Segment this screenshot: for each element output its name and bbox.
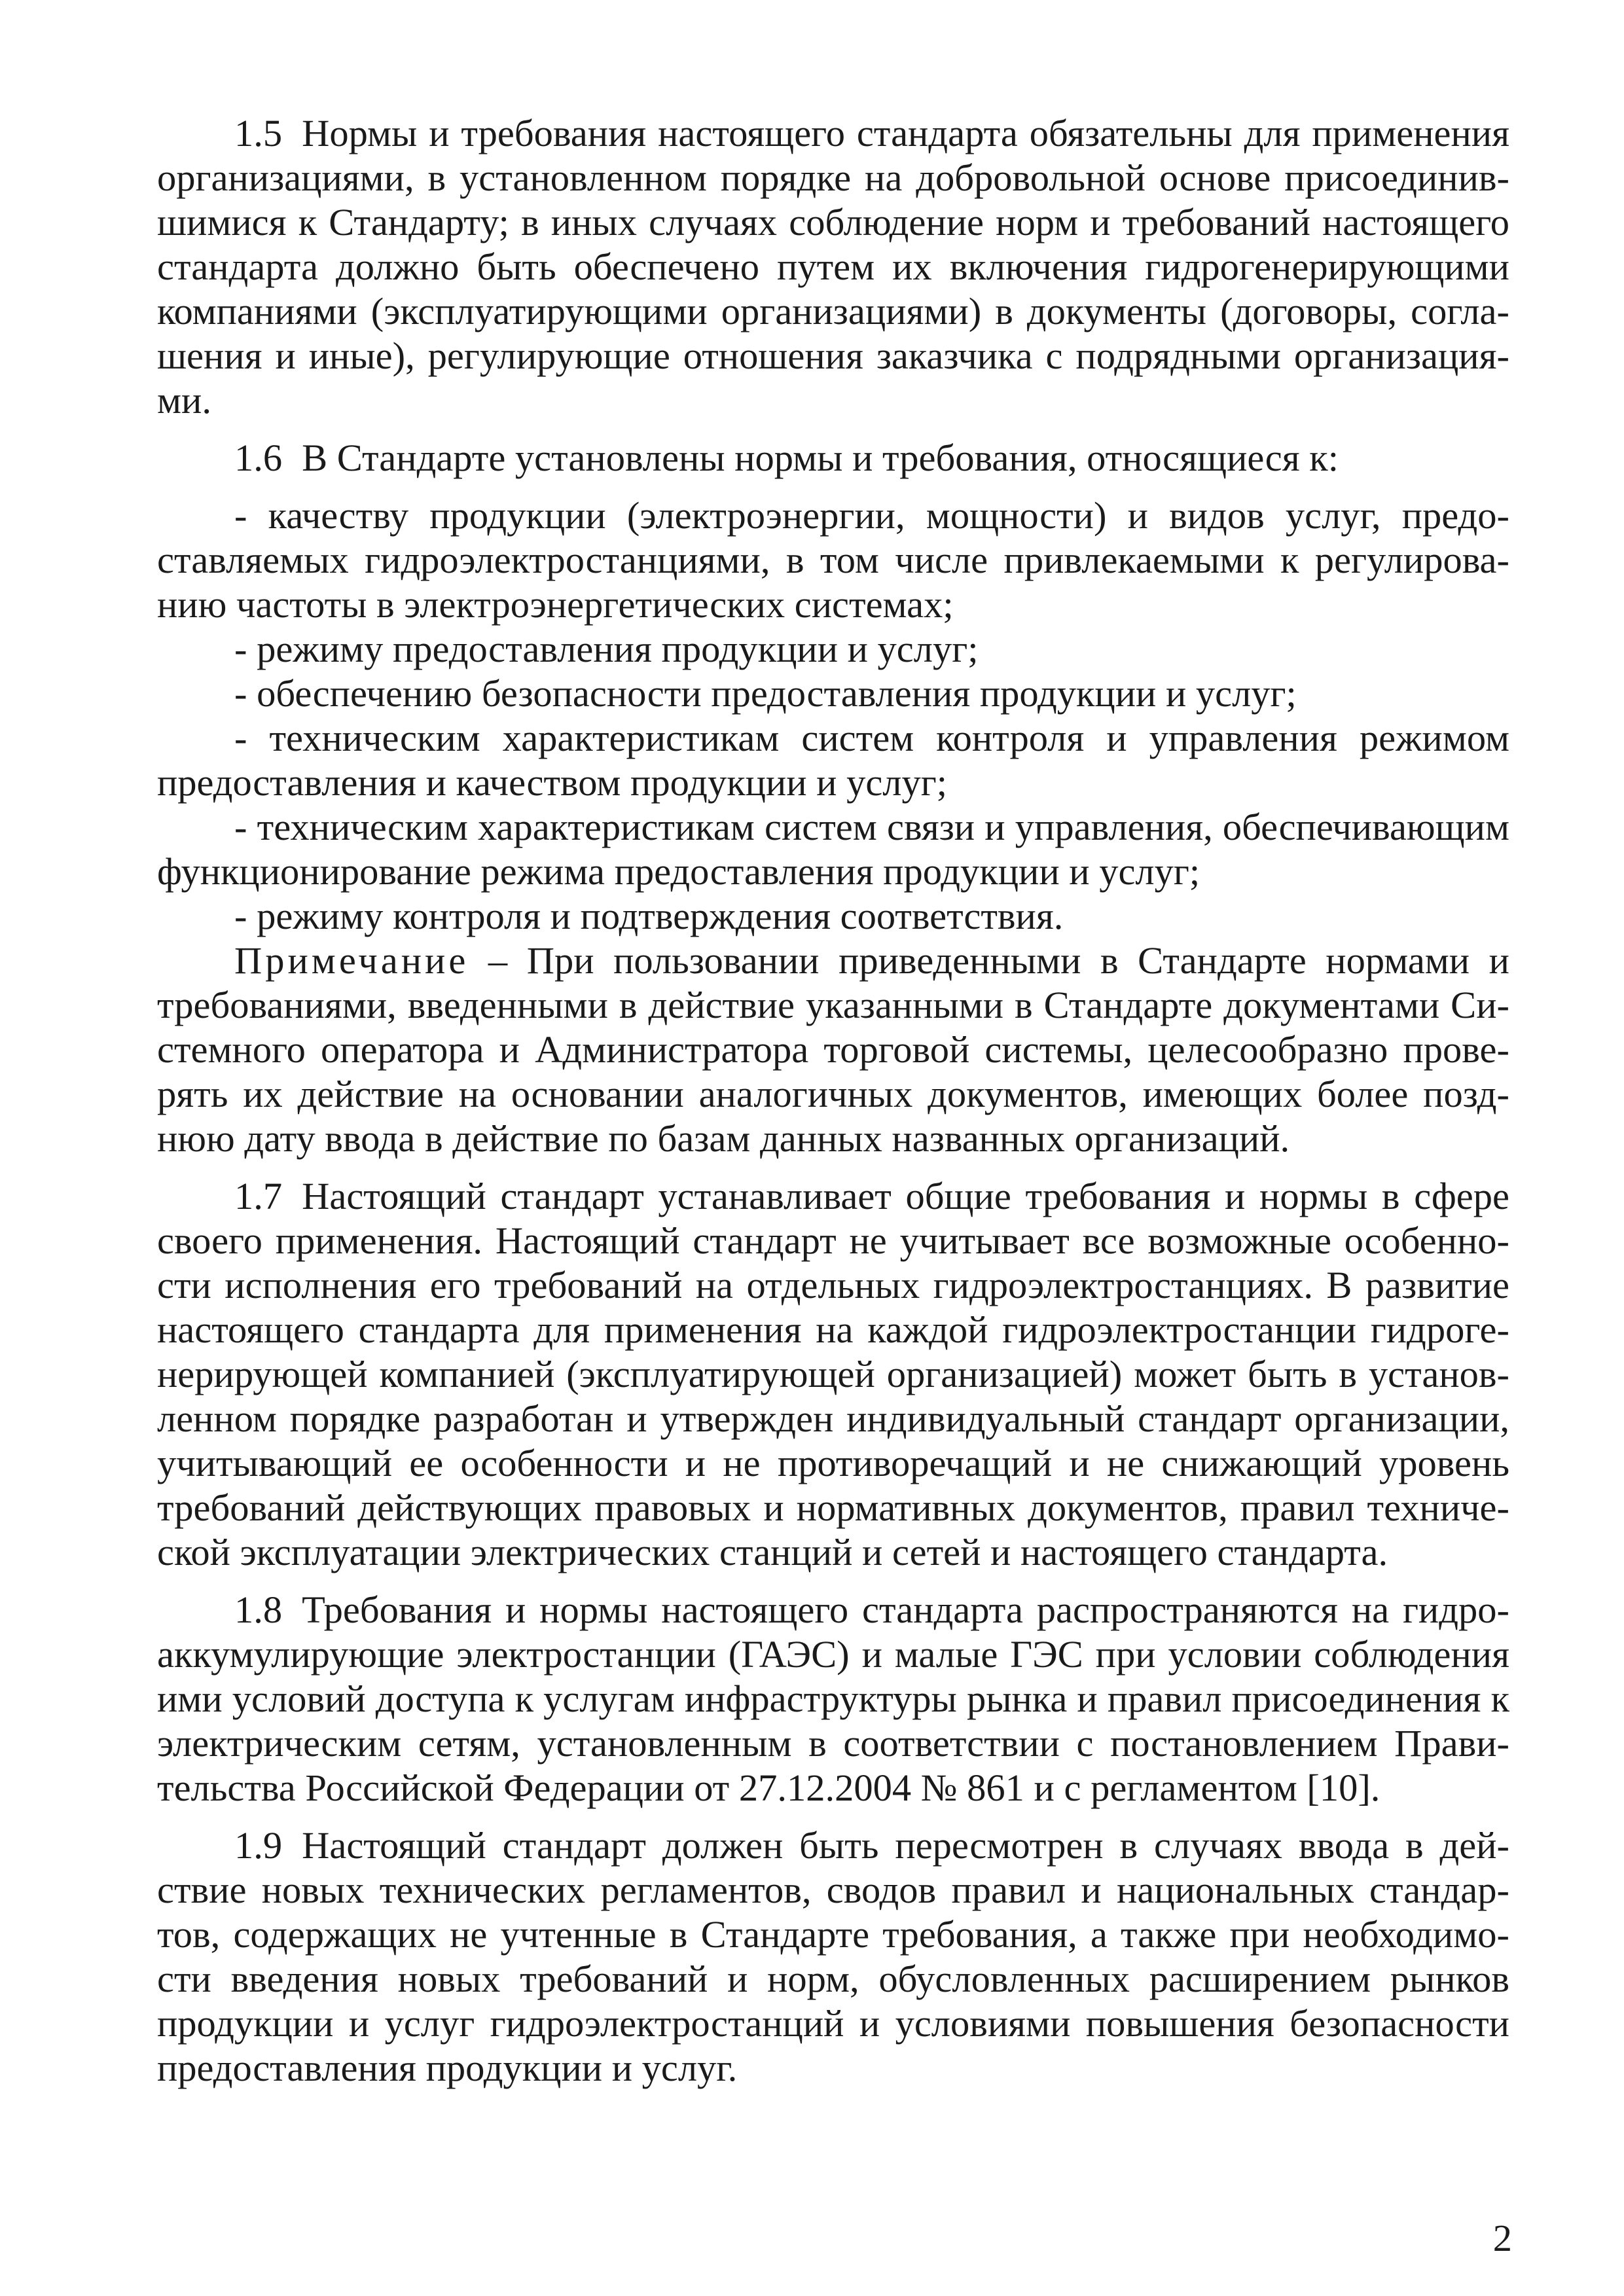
note-label: Примечание xyxy=(234,939,469,982)
paragraph-text: Настоящий стандарт должен быть пересмотрен в случаях ввода в действие новых технических регламентов, сводов правил и национальных стандартов, содержащих не учтенные в Стандарте требования, а также при необходимости введения новых требований и норм, обусловленных расширением рынков продукции и услуг гидроэлектростанций и условиями повышения безопасности предоставления продукции и услуг. xyxy=(157,1824,1509,2089)
paragraph-text: Требования и нормы настоящего стандарта распространяются на гидроаккумулирующие электростанции (ГАЭС) и малые ГЭС при условии соблюдения ими условий доступа к услугам инфраструктуры рынка и правил присоединения к электрическим сетям, установленным в соответствии с постановлением Правительства Российской Федерации от 27.12.2004 № 861 и с регламентом [10]. xyxy=(157,1588,1509,1809)
paragraph-1-9 xyxy=(157,1823,1509,2090)
clause-number: 1.8 xyxy=(234,1588,283,1631)
paragraph-1-8 xyxy=(157,1588,1509,1810)
paragraph-1-6 xyxy=(157,436,1509,480)
list-item: - обеспечению безопасности предоставления продукции и услуг; xyxy=(234,672,1297,715)
document-body xyxy=(157,111,1509,2090)
paragraph-text: В Стандарте установлены нормы и требования, относящиеся к: xyxy=(302,437,1339,479)
page-number: 2 xyxy=(1492,2217,1512,2259)
paragraph-1-5 xyxy=(157,111,1509,423)
note-text: – При пользовании приведенными в Стандарте нормами и требованиями, введенными в действие указанными в Стандарте документами Системного оператора и Администратора торговой системы, целесообразно проверять их действие на основании аналогичных документов, имеющих более позднюю дату ввода в действие по базам данных названных организаций. xyxy=(157,939,1509,1160)
list-item: - режиму предоставления продукции и услуг; xyxy=(234,628,979,670)
clause-number: 1.5 xyxy=(234,112,283,154)
clause-number: 1.9 xyxy=(234,1824,283,1867)
list-item: - техническим характеристикам систем контроля и управления режимом предоставления и качеством продукции и услуг; xyxy=(157,717,1509,804)
list-item: - качеству продукции (электроэнергии, мощности) и видов услуг, предоставляемых гидроэлектростанциями, в том числе привлекаемыми к регулированию частоты в электроэнергетических системах; xyxy=(157,494,1509,626)
list-item: - режиму контроля и подтверждения соответствия. xyxy=(234,895,1064,937)
list-item: - техническим характеристикам систем связи и управления, обеспечивающим функционирование режима предоставления продукции и услуг; xyxy=(157,806,1509,893)
paragraph-text: Настоящий стандарт устанавливает общие требования и нормы в сфере своего применения. Настоящий стандарт не учитывает все возможные особенности исполнения его требований на отдельных гидроэлектростанциях. В развитие настоящего стандарта для применения на каждой гидроэлектростанции гидрогенерирующей компанией (эксплуатирующей организацией) может быть в установленном порядке разработан и утвержден индивидуальный стандарт организации, учитывающий ее особенности и не противоречащий и не снижающий уровень требований действующих правовых и нормативных документов, правил технической эксплуатации электрических станций и сетей и настоящего стандарта. xyxy=(157,1175,1509,1573)
clause-number: 1.6 xyxy=(234,437,283,479)
paragraph-1-7 xyxy=(157,1174,1509,1575)
note-paragraph xyxy=(157,939,1509,1161)
paragraph-text: Нормы и требования настоящего стандарта обязательны для применения организациями, в установленном порядке на добровольной основе присоединившимися к Стандарту; в иных случаях соблюдение норм и требований настоящего стандарта должно быть обеспечено путем их включения гидрогенерирующими компаниями (эксплуатирующими организациями) в документы (договоры, соглашения и иные), регулирующие отношения заказчика с подрядными организациями. xyxy=(157,112,1509,422)
clause-number: 1.7 xyxy=(234,1175,283,1217)
